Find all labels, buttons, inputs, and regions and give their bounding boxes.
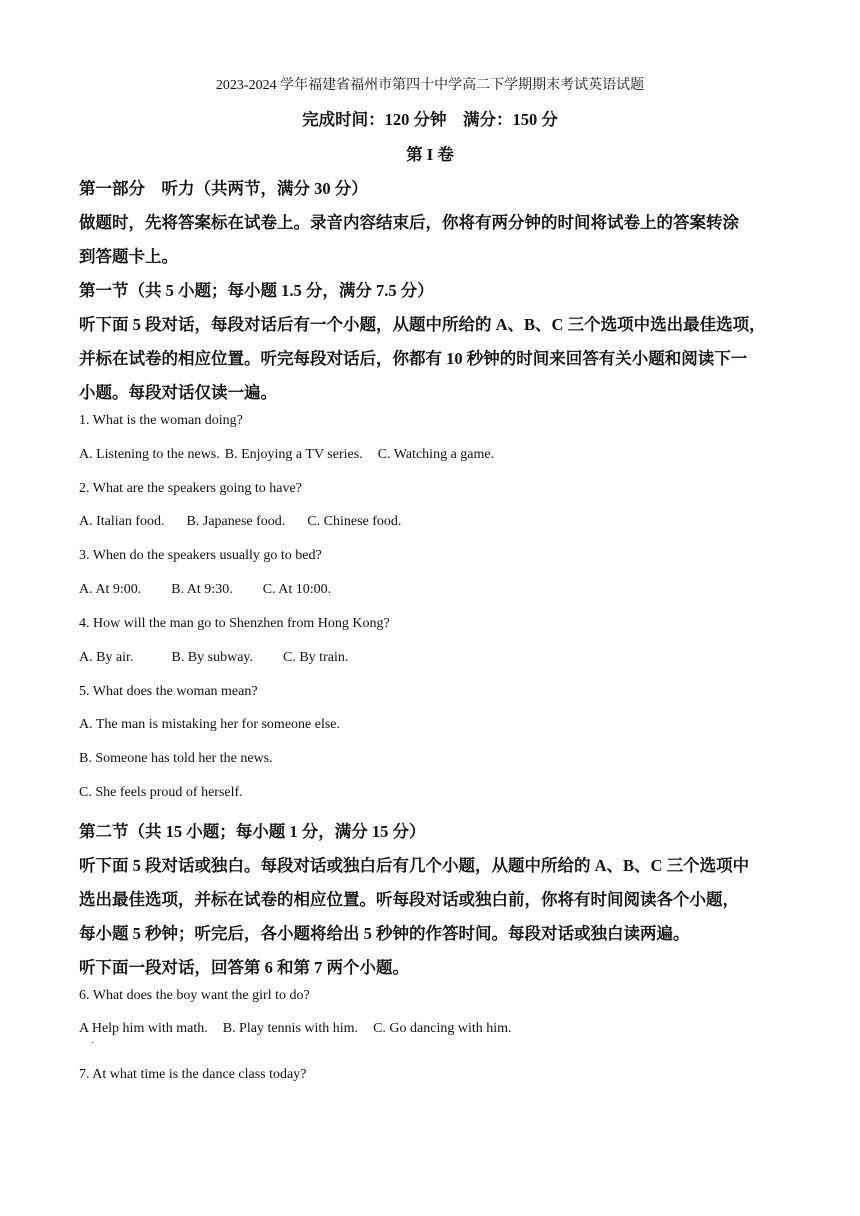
question-2-options [79,514,401,530]
question-5-option-a: A. The man is mistaking her for someone else. [79,717,341,732]
question-5-option-c: C. She feels proud of herself. [79,785,243,800]
section1-instruction-line2: 并标在试卷的相应位置。听完每段对话后，你都有 10 秒钟的时间来回答有关小题和阅读下一 [79,349,748,368]
stray-dot-mark: · [91,1038,95,1049]
question-1-option-b: B. Enjoying a TV series. [224,447,363,462]
question-3-option-a: A. At 9:00. [79,582,142,597]
question-3-stem: 3. When do the speakers usually go to bed? [79,548,322,563]
question-1-stem: 1. What is the woman doing? [79,413,243,428]
question-4-options [79,650,348,666]
question-7-stem: 7. At what time is the dance class today? [79,1067,307,1082]
question-6-option-b: B. Play tennis with him. [222,1021,359,1036]
question-5-option-b: B. Someone has told her the news. [79,751,273,766]
question-3-option-b: B. At 9:30. [171,582,233,597]
question-5-stem: 5. What does the woman mean? [79,684,258,699]
section1-instruction-line1: 听下面 5 段对话，每段对话后有一个小题，从题中所给的 A、B、C 三个选项中选出最佳选项， [79,315,766,334]
part1-instruction-line1: 做题时，先将答案标在试卷上。录音内容结束后，你将有两分钟的时间将试卷上的答案转涂 [79,213,739,232]
question-2-option-c: C. Chinese food. [307,514,402,529]
part1-instruction-line2: 到答题卡上。 [79,247,178,266]
section2-group-intro: 听下面一段对话，回答第 6 和第 7 两个小题。 [79,958,409,977]
question-6-option-c: C. Go dancing with him. [373,1021,512,1036]
part1-heading: 第一部分 听力（共两节，满分 30 分） [79,179,368,198]
section2-instruction-line3: 每小题 5 秒钟；听完后，各小题将给出 5 秒钟的作答时间。每段对话或独白读两遍。 [79,924,690,943]
page-title: 2023-2024 学年福建省福州市第四十中学高二下学期期末考试英语试题 [215,78,645,93]
section2-instruction-line2: 选出最佳选项，并标在试卷的相应位置。听每段对话或独白前，你将有时间阅读各个小题， [79,890,739,909]
question-4-stem: 4. How will the man go to Shenzhen from Hong Kong? [79,616,390,631]
section1-instruction-line3: 小题。每段对话仅读一遍。 [79,383,277,402]
question-1-options [79,447,494,463]
section1-heading: 第一节（共 5 小题；每小题 1.5 分，满分 7.5 分） [79,281,434,300]
question-1-option-a: A. Listening to the news. [79,447,220,462]
question-6-stem: 6. What does the boy want the girl to do? [79,988,310,1003]
question-4-option-c: C. By train. [283,650,349,665]
question-6-options [79,1021,512,1037]
question-2-stem: 2. What are the speakers going to have? [79,481,302,496]
question-4-option-a: A. By air. [79,650,134,665]
question-2-option-b: B. Japanese food. [186,514,286,529]
exam-info: 完成时间：120 分钟 满分：150 分 [302,110,558,129]
question-4-option-b: B. By subway. [171,650,253,665]
volume-label: 第 I 卷 [406,145,454,164]
question-2-option-a: A. Italian food. [79,514,165,529]
section2-heading: 第二节（共 15 小题；每小题 1 分，满分 15 分） [79,822,426,841]
question-1-option-c: C. Watching a game. [377,447,495,462]
question-3-option-c: C. At 10:00. [262,582,332,597]
question-3-options [79,582,331,598]
section2-instruction-line1: 听下面 5 段对话或独白。每段对话或独白后有几个小题，从题中所给的 A、B、C 三个选项中 [79,856,750,875]
question-6-option-a: A Help him with math. [79,1021,208,1036]
